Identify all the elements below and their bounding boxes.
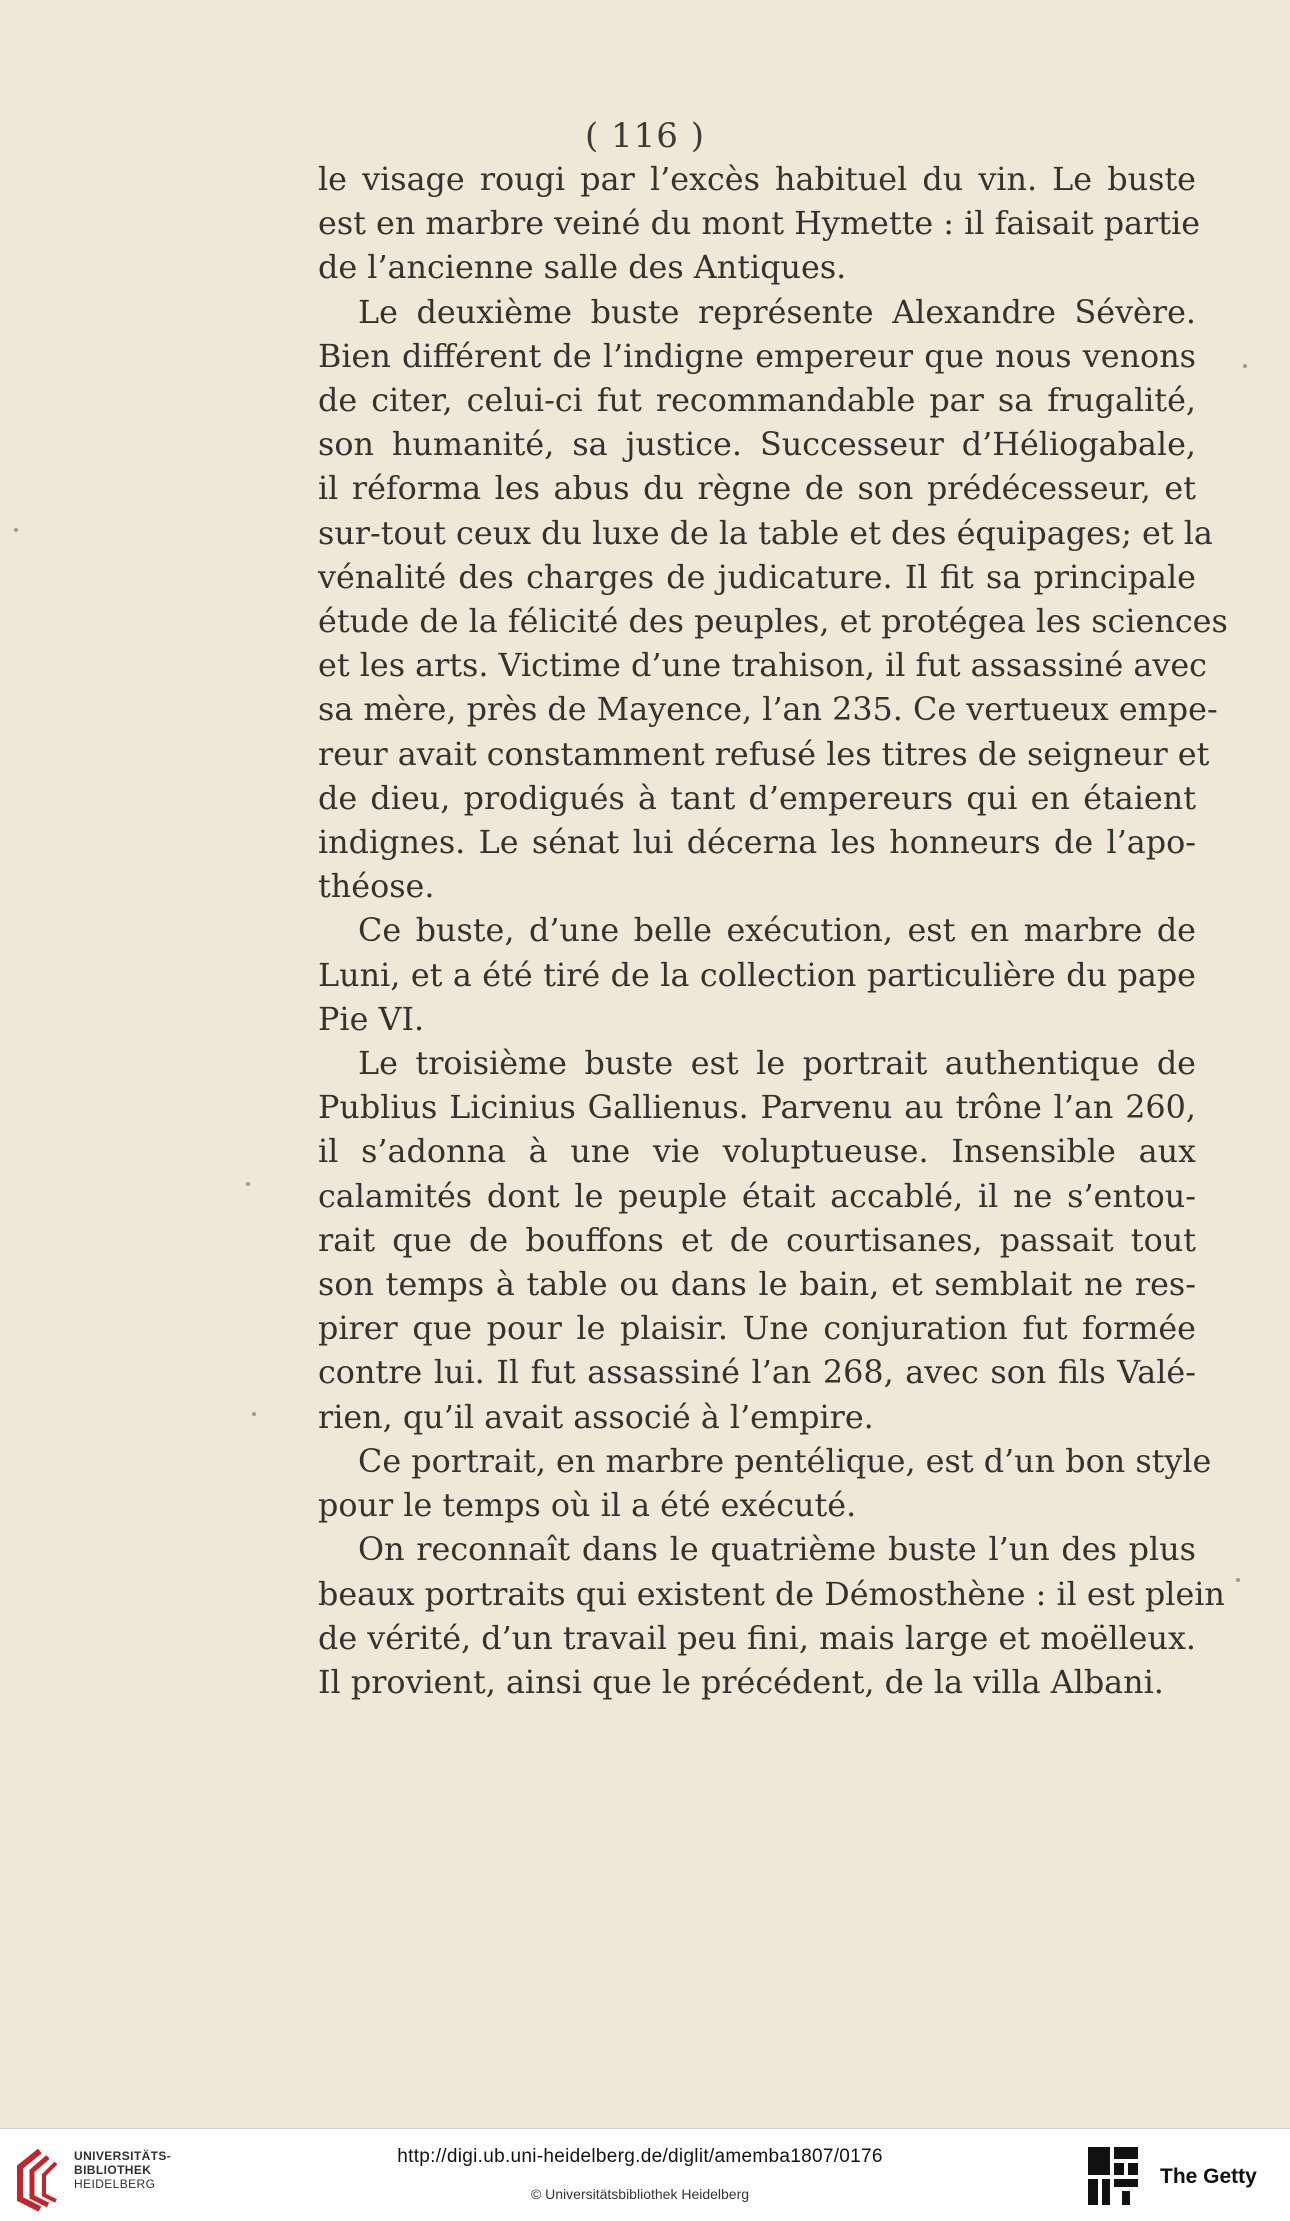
paper-speck [14,528,18,532]
text-line: son temps à table ou dans le bain, et semblait ne res- [318,1266,1196,1304]
text-line: On reconnaît dans le quatrième buste l’un des plus [358,1531,1196,1569]
library-name [74,2149,194,2191]
text-line: de citer, celui-ci fut recommandable par sa frugalité, [318,382,1196,420]
copyright-notice: © Universitätsbibliothek Heidelberg [530,2186,750,2202]
text-line: Bien différent de l’indigne empereur que nous venons [318,337,1196,375]
text-line: Pie VI. [318,1000,425,1038]
text-line: sur-tout ceux du luxe de la table et des équipages; et la [318,514,1213,552]
text-line: reur avait constamment refusé les titres de seigneur et [318,735,1210,773]
text-line: Publius Licinius Gallienus. Parvenu au trône l’an 260, [318,1089,1196,1127]
text-line: théose. [318,868,435,906]
text-line: Le deuxième buste représente Alexandre Sévère. [358,293,1196,331]
text-line: pour le temps où il a été exécuté. [318,1487,857,1525]
text-line: rien, qu’il avait associé à l’empire. [318,1398,874,1436]
text-line: rait que de bouffons et de courtisanes, passait tout [318,1221,1196,1259]
getty-name: The Getty [1160,2165,1257,2188]
page-text-block [318,158,1228,1705]
text-line: il réforma les abus du règne de son prédécesseur, et [318,470,1196,508]
text-line: de vérité, d’un travail peu fini, mais large et moëlleux. [318,1619,1196,1657]
text-line: Ce portrait, en marbre pentélique, est d’un bon style [358,1442,1212,1480]
digitization-footer [0,2128,1290,2221]
library-name-line-3: HEIDELBERG [74,2177,156,2191]
text-line: il s’adonna à une vie voluptueuse. Insensible aux [318,1133,1196,1171]
text-line: le visage rougi par l’excès habituel du vin. Le buste [318,161,1196,198]
paper-speck [1236,1578,1240,1582]
text-line: et les arts. Victime d’une trahison, il fut assassiné avec [318,647,1207,685]
getty-logo [1084,2143,1142,2209]
text-line: étude de la félicité des peuples, et protégea les sciences [318,603,1228,641]
text-line: pirer que pour le plaisir. Une conjuration fut formée [318,1310,1196,1348]
paper-speck [246,1182,250,1186]
text-line: indignes. Le sénat lui décerna les honneurs de l’apo- [318,824,1196,862]
text-line: beaux portraits qui existent de Démosthène : il est plein [318,1575,1225,1613]
library-name-line-2: BIBLIOTHEK [74,2163,152,2177]
text-line: son humanité, sa justice. Successeur d’Héliogabale, [318,426,1196,464]
text-line: Le troisième buste est le portrait authentique de [358,1045,1196,1083]
text-line: Luni, et a été tiré de la collection particulière du pape [318,956,1196,994]
text-line: de dieu, prodigués à tant d’empereurs qui en étaient [318,779,1196,817]
text-line: calamités dont le peuple était accablé, il ne s’entou- [318,1177,1196,1215]
text-line: vénalité des charges de judicature. Il fit sa principale [318,558,1196,596]
paper-speck [1243,364,1247,368]
text-line: Il provient, ainsi que le précédent, de la villa Albani. [318,1663,1164,1701]
permalink-url[interactable]: http://digi.ub.uni-heidelberg.de/diglit/amemba1807/0176 [397,2146,883,2167]
library-name-line-1: UNIVERSITÄTS- [74,2149,172,2163]
text-line: sa mère, près de Mayence, l’an 235. Ce vertueux empe- [318,691,1218,729]
text-line: de l’ancienne salle des Antiques. [318,249,847,287]
paper-speck [252,1412,256,1416]
text-line: contre lui. Il fut assassiné l’an 268, avec son fils Valé- [318,1354,1196,1392]
text-line: est en marbre veiné du mont Hymette : il faisait partie [318,205,1201,243]
page-number: ( 116 ) [584,116,706,156]
text-line: Ce buste, d’une belle exécution, est en marbre de [358,912,1196,950]
